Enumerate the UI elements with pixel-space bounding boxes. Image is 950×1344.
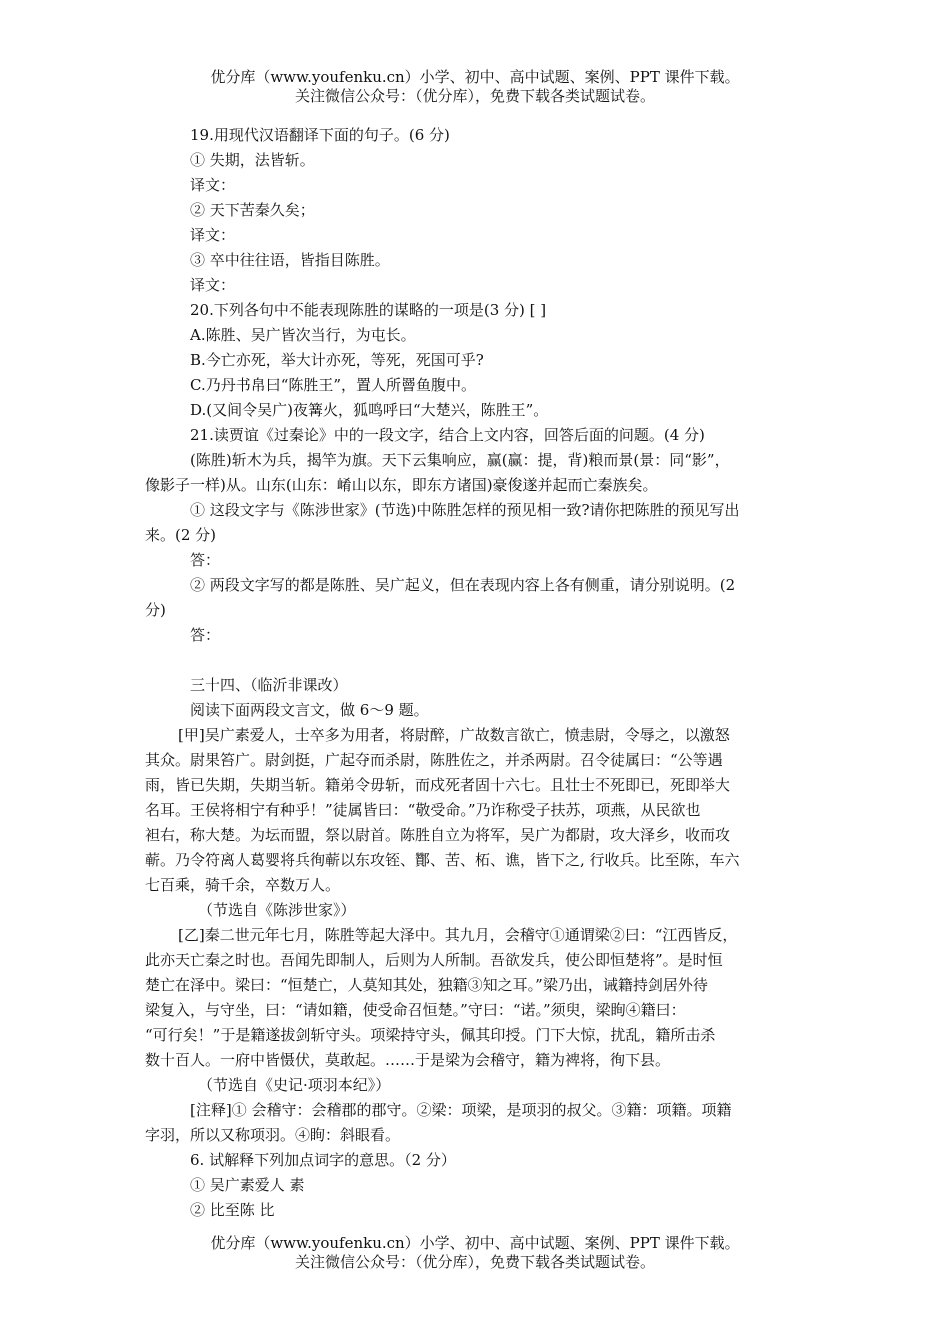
q19-item-1: ① 失期，法皆斩。: [190, 151, 315, 169]
footer-line-2: 关注微信公众号：（优分库），免费下载各类试题试卷。: [294, 1253, 655, 1271]
question-19: 19.用现代汉语翻译下面的句子。(6 分): [190, 126, 450, 144]
passage-yi-line-5: “可行矣！”于是籍遂拔剑斩守头。项梁持守头，佩其印授。门下大惊，扰乱，籍所击杀: [145, 1026, 716, 1044]
question-6: 6. 试解释下列加点词字的意思。（2 分）: [190, 1151, 456, 1169]
passage-yi-line-2: 此亦天亡秦之时也。吾闻先即制人，后则为人所制。吾欲发兵，使公即恒楚将”。是时恒: [145, 951, 723, 969]
q21-passage-line-2: 像影子一样)从。山东(山东：崤山以东，即东方诸国)豪俊遂并起而亡秦族矣。: [145, 476, 658, 494]
q6-item-2: ② 比至陈 比: [190, 1201, 275, 1219]
passage-yi-source: （节选自《史记·项羽本纪》）: [198, 1076, 391, 1094]
q20-option-c: C.乃丹书帛曰“陈胜王”，置人所罾鱼腹中。: [190, 376, 477, 394]
q21-sub-1-line-2: 来。(2 分): [145, 526, 217, 544]
q20-option-d: D.(又间令吴广)夜篝火，狐鸣呼曰“大楚兴，陈胜王”。: [190, 401, 549, 419]
passage-jia-line-1: [甲]吴广素爱人，士卒多为用者，将尉醉，广故数言欲亡，愤恚尉，令辱之，以激怒: [178, 726, 730, 744]
passage-jia-line-2: 其众。尉果笞广。尉剑挺，广起夺而杀尉，陈胜佐之，并杀两尉。召令徒属曰：“公等遇: [145, 751, 723, 769]
q21-sub-1-answer: 答：: [190, 551, 221, 569]
passage-jia-line-6: 蕲。乃令符离人葛婴将兵徇蕲以东攻铚、酇、苦、柘、谯，皆下之, 行收兵。比至陈，车六: [145, 851, 740, 869]
header-line-1: 优分库（www.youfenku.cn）小学、初中、高中试题、案例、PPT 课件下载。: [210, 68, 740, 86]
passage-jia-source: （节选自《陈涉世家》）: [198, 901, 356, 919]
footer-line-1: 优分库（www.youfenku.cn）小学、初中、高中试题、案例、PPT 课件下载。: [210, 1234, 740, 1252]
passage-yi-line-6: 数十百人。一府中皆慑伏，莫敢起。……于是梁为会稽守，籍为裨将，徇下县。: [145, 1051, 671, 1069]
q21-sub-2-line-1: ② 两段文字写的都是陈胜、吴广起义，但在表现内容上各有侧重，请分别说明。(2: [190, 576, 736, 594]
header-line-2: 关注微信公众号：（优分库），免费下载各类试题试卷。: [294, 87, 655, 105]
section-34-heading: 三十四、（临沂非课改）: [190, 676, 348, 694]
passage-jia-line-7: 七百乘，骑千余，卒数万人。: [145, 876, 341, 894]
passage-jia-line-4: 名耳。王侯将相宁有种乎！”徒属皆曰：“敬受命。”乃诈称受子扶苏，项燕，从民欲也: [145, 801, 701, 819]
q19-answer-1: 译文：: [190, 176, 236, 194]
q21-passage-line-1: (陈胜)斩木为兵，揭竿为旗。天下云集响应，赢(赢：提，背)粮而景(景：同“影”，: [190, 451, 730, 469]
passage-jia-line-5: 袒右，称大楚。为坛而盟，祭以尉首。陈胜自立为将军，吴广为都尉，攻大泽乡，收而攻: [145, 826, 731, 844]
notes-line-1: [注释]① 会稽守：会稽郡的郡守。②梁：项梁，是项羽的叔父。③籍：项籍。项籍: [190, 1101, 732, 1119]
q21-sub-1-line-1: ① 这段文字与《陈涉世家》(节选)中陈胜怎样的预见相一致?请你把陈胜的预见写出: [190, 501, 740, 519]
section-34-intro: 阅读下面两段文言文，做 6～9 题。: [190, 701, 429, 719]
passage-yi-line-4: 梁复入，与守坐，曰：“请如籍，使受命召恒楚。”守曰：“诺。”须臾，梁眴④籍曰：: [145, 1001, 686, 1019]
question-20: 20.下列各句中不能表现陈胜的谋略的一项是(3 分) [ ]: [190, 301, 547, 319]
q21-sub-2-line-2: 分): [145, 601, 166, 619]
passage-yi-line-1: [乙]秦二世元年七月，陈胜等起大泽中。其九月，会稽守①通谓梁②曰：“江西皆反，: [178, 926, 738, 944]
question-21: 21.读贾谊《过秦论》中的一段文字，结合上文内容，回答后面的问题。(4 分): [190, 426, 705, 444]
q19-answer-3: 译文：: [190, 276, 236, 294]
notes-line-2: 字羽，所以又称项羽。④眴：斜眼看。: [145, 1126, 401, 1144]
q20-option-b: B.今亡亦死，举大计亦死，等死，死国可乎?: [190, 351, 484, 369]
q6-item-1: ① 吴广素爱人 素: [190, 1176, 305, 1194]
passage-yi-line-3: 楚亡在泽中。梁曰：“恒楚亡，人莫知其处，独籍③知之耳。”梁乃出，诫籍持剑居外待: [145, 976, 708, 994]
q19-item-2: ② 天下苦秦久矣；: [190, 201, 315, 219]
passage-jia-line-3: 雨，皆已失期，失期当斩。籍弟令毋斩，而戍死者固十六七。且壮士不死即已，死即举大: [145, 776, 731, 794]
q19-item-3: ③ 卒中往往语，皆指目陈胜。: [190, 251, 390, 269]
q19-answer-2: 译文：: [190, 226, 236, 244]
q21-sub-2-answer: 答：: [190, 626, 221, 644]
q20-option-a: A.陈胜、吴广皆次当行，为屯长。: [190, 326, 416, 344]
